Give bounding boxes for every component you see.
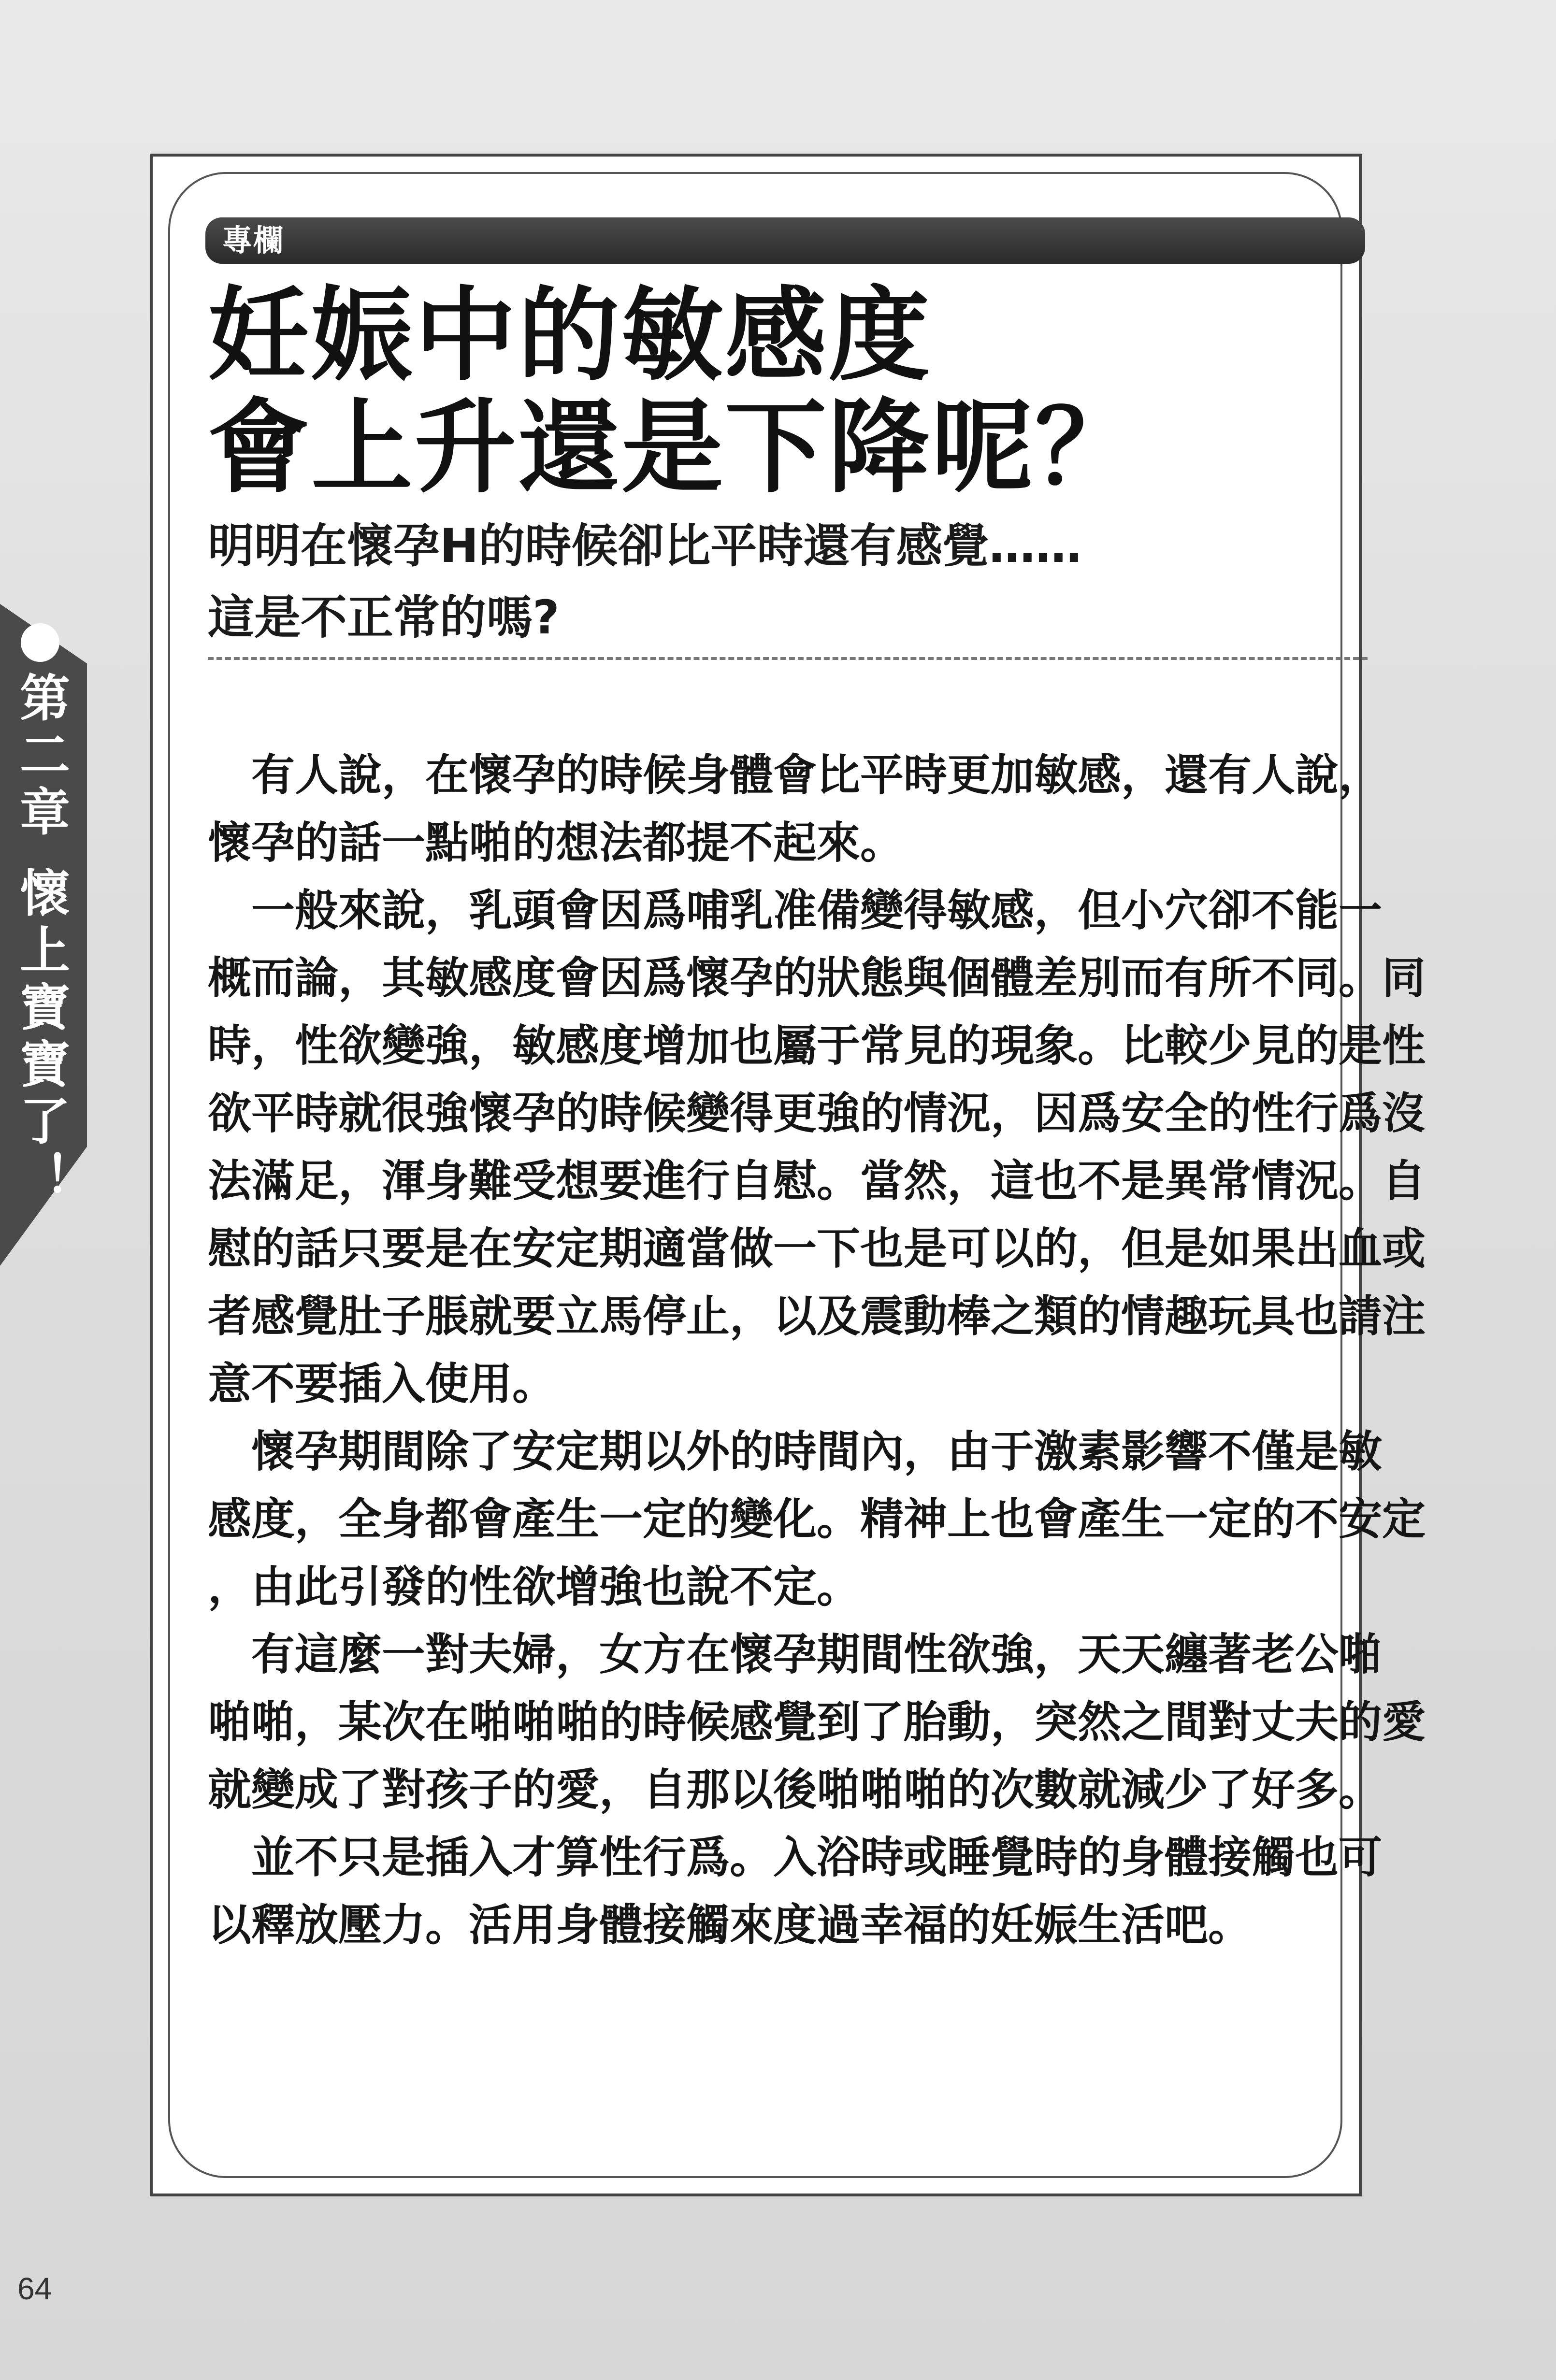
body-line: 啪啪，某次在啪啪啪的時候感覺到了胎動，突然之間對丈夫的愛: [208, 1697, 1426, 1748]
body-line: 時，性欲變強，敏感度增加也屬于常見的現象。比較少見的是性: [208, 1020, 1426, 1071]
chapter-side-label: 第二章 懷上寶寶了！: [11, 672, 70, 1209]
body-line: 意不要插入使用。: [208, 1359, 556, 1409]
body-line: 欲平時就很強懷孕的時候變得更強的情況，因爲安全的性行爲沒: [208, 1088, 1426, 1139]
body-line: 並不只是插入才算性行爲。入浴時或睡覺時的身體接觸也可: [208, 1832, 1382, 1883]
article-subtitle-line-1: 明明在懷孕H的時候卻比平時還有感覺……: [208, 519, 1082, 573]
body-line: 以釋放壓力。活用身體接觸來度過幸福的妊娠生活吧。: [208, 1900, 1252, 1950]
body-line: 有人說，在懷孕的時候身體會比平時更加敏感，還有人說，: [208, 750, 1382, 801]
body-line: 懷孕期間除了安定期以外的時間內，由于激素影響不僅是敏: [208, 1426, 1382, 1477]
article-title-line-1: 妊娠中的敏感度: [208, 276, 932, 395]
body-line: 有這麼一對夫婦，女方在懷孕期間性欲強，天天纏著老公啪: [208, 1629, 1382, 1680]
body-line: 概而論，其敏感度會因爲懷孕的狀態與個體差別而有所不同。同: [208, 953, 1426, 1004]
body-line: ，由此引發的性欲增強也說不定。: [208, 1562, 860, 1612]
article-subtitle-line-2: 這是不正常的嗎?: [208, 590, 560, 645]
body-line: 者感覺肚子脹就要立馬停止，以及震動棒之類的情趣玩具也請注: [208, 1291, 1426, 1342]
page-number: 64: [17, 2271, 52, 2306]
body-line: 一般來說，乳頭會因爲哺乳准備變得敏感，但小穴卻不能一: [208, 885, 1382, 936]
body-line: 感度，全身都會產生一定的變化。精神上也會產生一定的不安定: [208, 1494, 1426, 1545]
body-line: 就變成了對孩子的愛，自那以後啪啪啪的次數就減少了好多。: [208, 1764, 1382, 1815]
chapter-bullet-icon: [21, 623, 59, 662]
article-title-line-2: 會上升還是下降呢？: [208, 388, 1139, 507]
body-line: 慰的話只要是在安定期適當做一下也是可以的，但是如果出血或: [208, 1223, 1426, 1274]
dashed-divider: [208, 657, 1368, 660]
body-line: 懷孕的話一點啪的想法都提不起來。: [208, 817, 904, 868]
column-tag: 專欄: [222, 223, 285, 258]
body-line: 法滿足，渾身難受想要進行自慰。當然，這也不是異常情況。自: [208, 1156, 1426, 1206]
column-header-bar: [205, 217, 1365, 264]
